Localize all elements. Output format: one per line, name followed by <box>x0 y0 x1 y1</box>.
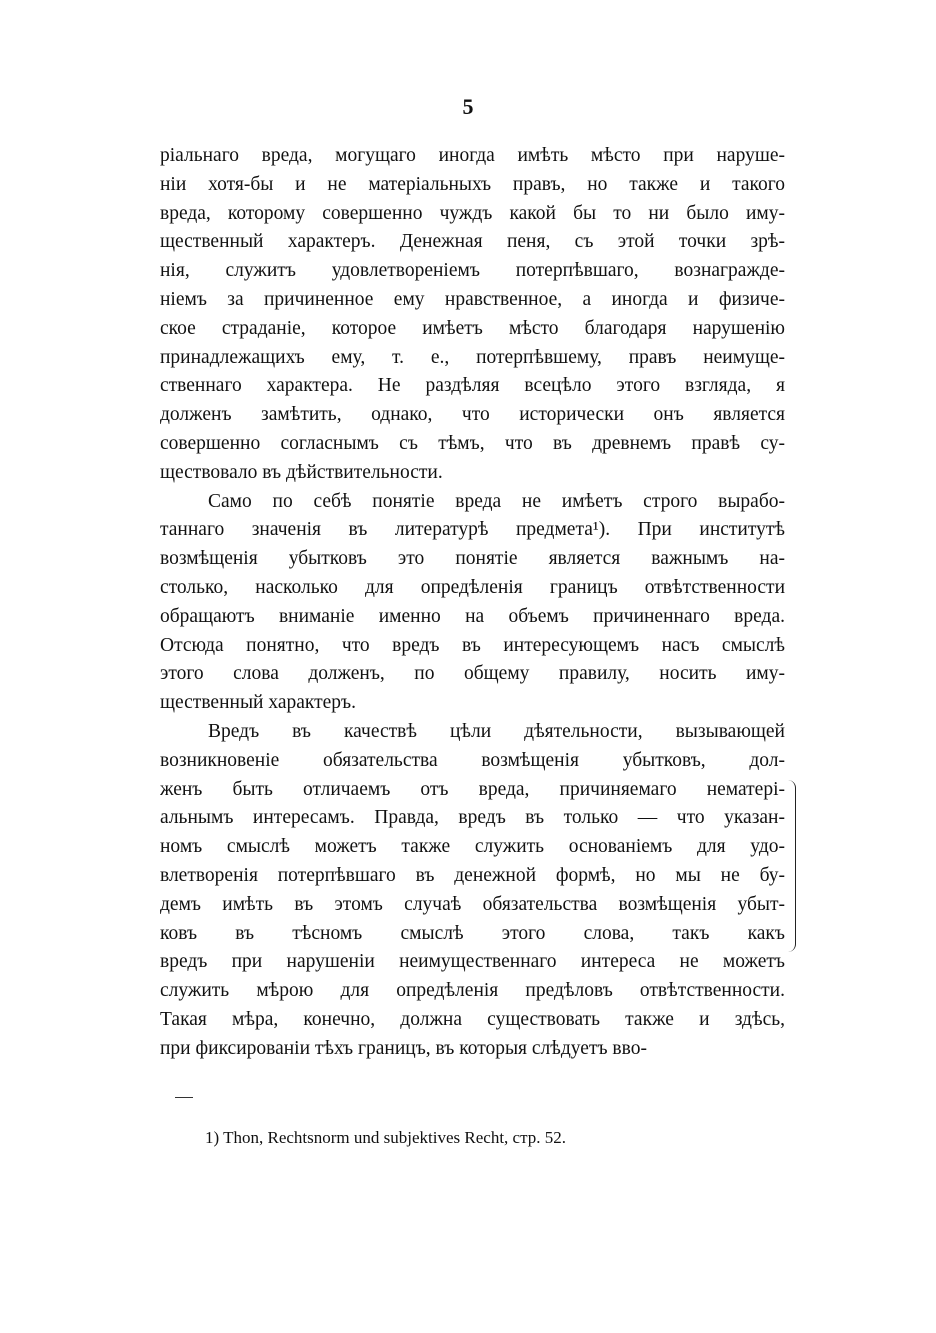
text-line: ществовало въ дѣйствительности. <box>160 461 443 483</box>
text-line: ковъ въ тѣсномъ смыслѣ этого слова, такъ какъ <box>160 922 785 944</box>
text-line: Отсюда понятно, что вредъ въ интересующемъ насъ смыслѣ <box>160 634 785 656</box>
text-line: ніемъ за причиненное ему нравственное, а иногда и физиче- <box>160 288 785 310</box>
text-line: ственнаго характера. Не раздѣляя всецѣло этого взгляда, я <box>160 375 785 397</box>
text-line: обращаютъ вниманіе именно на объемъ причиненнаго вреда. <box>160 605 785 627</box>
paragraph <box>160 488 785 718</box>
paragraph <box>160 718 785 1064</box>
text-line: щественный характеръ. <box>160 692 357 714</box>
text-line: при фиксированіи тѣхъ границъ, въ которыя слѣдуетъ вво- <box>160 1037 647 1059</box>
text-line: Вредъ въ качествѣ цѣли дѣятельности, вызывающей <box>208 720 785 742</box>
text-line: этого слова долженъ, по общему правилу, носить иму- <box>160 663 785 685</box>
text-line: Такая мѣра, конечно, должна существовать также и здѣсь, <box>160 1008 785 1030</box>
text-line: вредъ при нарушеніи неимущественнаго интереса не можетъ <box>160 951 785 973</box>
text-line: ніи хотя-бы и не матеріальныхъ правъ, но также и такого <box>160 173 785 195</box>
text-line: номъ смыслѣ можетъ также служить основаніемъ для удо- <box>160 836 785 858</box>
text-line: таннаго значенія въ литературѣ предмета¹). При институтѣ <box>160 519 785 541</box>
text-line: служить мѣрою для опредѣленія предѣловъ отвѣтственности. <box>160 980 785 1002</box>
text-line: возмѣщенія убытковъ это понятіе является важнымъ на- <box>160 548 785 570</box>
text-line: столько, насколько для опредѣленія границъ отвѣтственности <box>160 576 785 598</box>
text-line: женъ быть отличаемъ отъ вреда, причиняемаго нематері- <box>160 778 785 800</box>
margin-bracket <box>787 780 796 952</box>
footnote-rule <box>175 1097 193 1098</box>
body-text <box>160 142 785 1064</box>
text-line: нія, служитъ удовлетвореніемъ потерпѣвшаго, вознагражде- <box>160 260 785 282</box>
text-line: возникновеніе обязательства возмѣщенія убытковъ, дол- <box>160 749 785 771</box>
text-line: альнымъ интересамъ. Правда, вредъ въ только — что указан- <box>160 807 785 829</box>
text-line: ріальнаго вреда, могущаго иногда имѣть мѣсто при наруше- <box>160 145 785 166</box>
text-line: долженъ замѣтить, однако, что исторически онъ является <box>160 404 785 426</box>
paragraph <box>160 142 785 488</box>
footnote: 1) Thon, Rechtsnorm und subjektives Recht, стр. 52. <box>205 1128 566 1147</box>
text-line: Само по себѣ понятіе вреда не имѣетъ строго вырабо- <box>208 490 785 512</box>
text-line: принадлежащихъ ему, т. е., потерпѣвшему, правъ неимуще- <box>160 346 785 368</box>
text-line: вреда, которому совершенно чуждъ какой бы то ни было иму- <box>160 202 785 224</box>
text-line: ское страданіе, которое имѣетъ мѣсто благодаря нарушенію <box>160 317 785 339</box>
page-number: 5 <box>462 94 474 119</box>
text-line: щественный характеръ. Денежная пеня, съ этой точки зрѣ- <box>160 231 785 253</box>
text-line: демъ имѣть въ этомъ случаѣ обязательства возмѣщенія убыт- <box>160 893 785 915</box>
text-line: совершенно согласнымъ съ тѣмъ, что въ древнемъ правѣ су- <box>160 432 785 454</box>
text-line: влетворенія потерпѣвшаго въ денежной формѣ, но мы не бу- <box>160 864 785 886</box>
